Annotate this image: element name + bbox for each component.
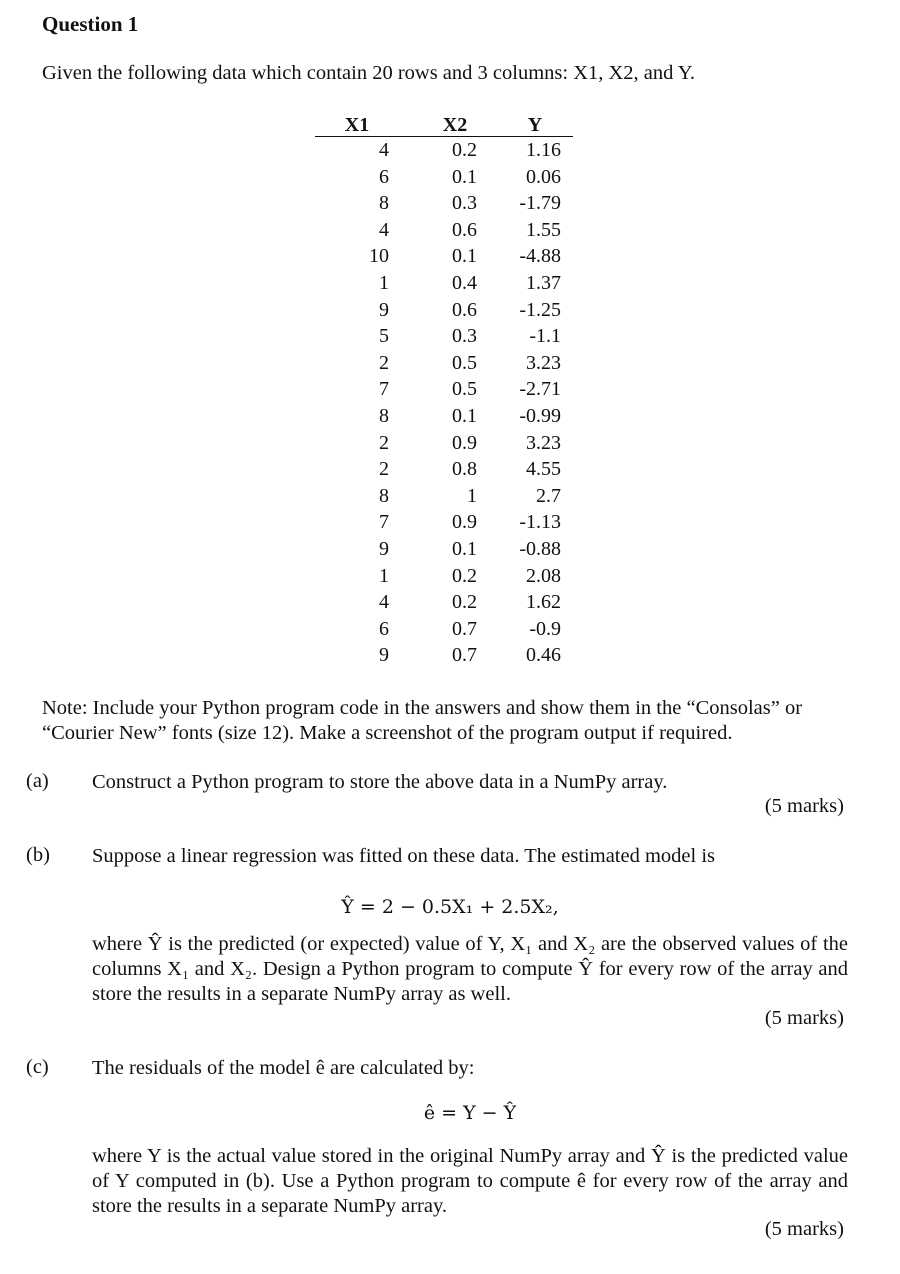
cell-x1: 9 (379, 537, 389, 560)
cell-x2: 0.6 (452, 218, 477, 241)
part-b-label: (b) (26, 844, 50, 866)
part-c-marks: (5 marks) (764, 1218, 844, 1240)
cell-y: -4.88 (519, 245, 561, 268)
cell-x2: 0.2 (452, 564, 477, 587)
cell-x1: 4 (379, 591, 389, 614)
cell-x1: 8 (379, 192, 389, 215)
cell-x2: 0.7 (452, 617, 477, 640)
cell-y: 2.7 (536, 484, 561, 507)
table-row (315, 270, 573, 297)
cell-y: 0.06 (526, 165, 561, 188)
cell-x2: 0.5 (452, 351, 477, 374)
table-row (315, 350, 573, 377)
data-table (315, 114, 573, 669)
cell-x1: 9 (379, 644, 389, 667)
cell-y: 1.62 (526, 591, 561, 614)
cell-x1: 6 (379, 165, 389, 188)
table-row (315, 456, 573, 483)
part-c-text2: where Y is the actual value stored in the original NumPy array and Ŷ is the predicted value of Y computed in (b). Use a Python program to compute ê for every row of the array and store the results in a separate NumPy array. (92, 1145, 848, 1217)
cell-x1: 6 (379, 617, 389, 640)
table-row (315, 403, 573, 430)
part-b-marks: (5 marks) (764, 1007, 844, 1029)
cell-x2: 0.3 (452, 325, 477, 348)
table-header (315, 114, 573, 137)
table-row (315, 430, 573, 457)
intro-text: Given the following data which contain 20 rows and 3 columns: X1, X2, and Y. (42, 62, 696, 84)
cell-y: -1.25 (519, 298, 561, 321)
cell-y: -0.99 (519, 404, 561, 427)
cell-x1: 4 (379, 139, 389, 161)
cell-x2: 0.2 (452, 591, 477, 614)
cell-x1: 1 (379, 564, 389, 587)
table-row (315, 642, 573, 669)
cell-y: 1.16 (526, 139, 561, 161)
table-row (315, 483, 573, 510)
cell-x2: 0.6 (452, 298, 477, 321)
cell-y: -1.1 (529, 325, 561, 348)
part-c-equation: ê = Y − Ŷ (423, 1102, 517, 1124)
cell-x2: 0.3 (452, 192, 477, 215)
table-row (315, 217, 573, 244)
cell-x1: 8 (379, 484, 389, 507)
cell-x1: 2 (379, 351, 389, 374)
cell-y: 0.46 (526, 644, 561, 667)
cell-x1: 5 (379, 325, 389, 348)
part-c-label: (c) (26, 1056, 49, 1078)
table-row (315, 616, 573, 643)
cell-y: -0.88 (519, 537, 561, 560)
cell-x1: 2 (379, 431, 389, 454)
cell-x1: 10 (369, 245, 389, 268)
cell-x2: 1 (467, 484, 477, 507)
table-row (315, 536, 573, 563)
table-row (315, 323, 573, 350)
cell-y: 1.55 (526, 218, 561, 241)
part-a-label: (a) (26, 770, 49, 792)
table-row (315, 376, 573, 403)
part-c-text: The residuals of the model ê are calculated by: (92, 1057, 475, 1079)
cell-y: 2.08 (526, 564, 561, 587)
cell-x2: 0.2 (452, 139, 477, 161)
header-x2: X2 (442, 114, 468, 136)
cell-x1: 7 (379, 511, 389, 534)
cell-x2: 0.9 (452, 431, 477, 454)
table-row (315, 563, 573, 590)
cell-x2: 0.1 (452, 165, 477, 188)
cell-x1: 9 (379, 298, 389, 321)
table-row (315, 297, 573, 324)
cell-y: -1.79 (519, 192, 561, 215)
part-b-text2: where Ŷ is the predicted (or expected) value of Y, X₁ and X₂ are the observed values of the columns X₁ and X₂. Design a Python program to compute Ŷ for every row of the array and store the results in a separate NumPy array as well. (92, 933, 848, 1005)
cell-x1: 7 (379, 378, 389, 401)
cell-x2: 0.9 (452, 511, 477, 534)
cell-x1: 8 (379, 404, 389, 427)
note-text: Note: Include your Python program code in the answers and show them in the “Consolas” or “Courier New” fonts (size 12). Make a screenshot of the program output if required. (42, 697, 803, 744)
part-a-text: Construct a Python program to store the above data in a NumPy array. (92, 771, 668, 793)
cell-y: -1.13 (519, 511, 561, 534)
table-row (315, 509, 573, 536)
cell-x1: 1 (379, 271, 389, 294)
cell-x2: 0.5 (452, 378, 477, 401)
cell-y: -0.9 (529, 617, 561, 640)
part-a-marks: (5 marks) (764, 795, 844, 817)
cell-x2: 0.1 (452, 537, 477, 560)
table-row (315, 137, 573, 164)
cell-y: 3.23 (526, 351, 561, 374)
header-y: Y (527, 114, 543, 136)
cell-x2: 0.7 (452, 644, 477, 667)
cell-x1: 4 (379, 218, 389, 241)
cell-x2: 0.4 (452, 271, 477, 294)
cell-y: -2.71 (519, 378, 561, 401)
table-row (315, 589, 573, 616)
part-b-equation: Ŷ = 2 − 0.5X₁ + 2.5X₂, (341, 896, 559, 918)
cell-x2: 0.1 (452, 404, 477, 427)
table-row (315, 190, 573, 217)
question-heading: Question 1 (42, 12, 139, 36)
part-b-text: Suppose a linear regression was fitted on these data. The estimated model is (92, 845, 715, 867)
cell-x1: 2 (379, 458, 389, 481)
table-row (315, 164, 573, 191)
cell-y: 1.37 (526, 271, 561, 294)
cell-x2: 0.1 (452, 245, 477, 268)
cell-y: 3.23 (526, 431, 561, 454)
header-x1: X1 (344, 114, 370, 136)
table-body (315, 137, 573, 669)
cell-y: 4.55 (526, 458, 561, 481)
table-row (315, 243, 573, 270)
cell-x2: 0.8 (452, 458, 477, 481)
